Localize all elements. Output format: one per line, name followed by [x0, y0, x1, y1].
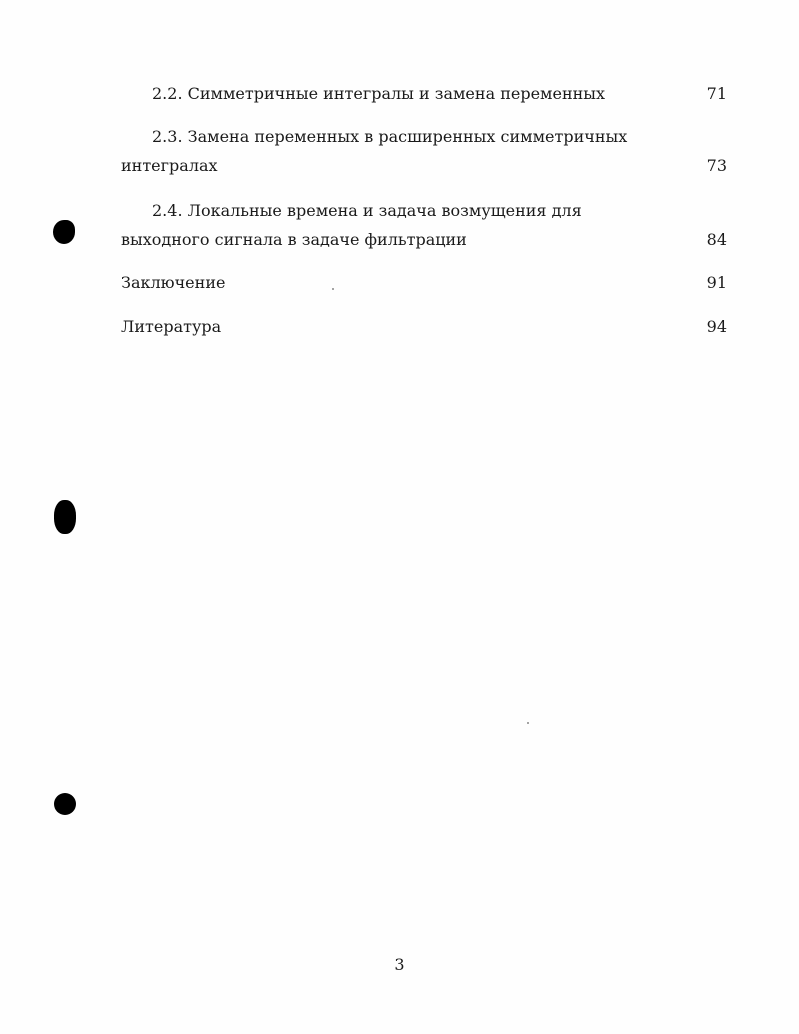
toc-entry-title: 2.4. Локальные времена и задача возмущения для выходного сигнала в задаче фильтрации — [121, 201, 582, 249]
toc-entry-page: 73 — [706, 156, 727, 175]
toc-entry-title: 2.2. Симметричные интегралы и замена переменных — [152, 84, 606, 103]
toc-entry — [121, 268, 727, 297]
toc-entry-page: 84 — [706, 230, 727, 249]
punch-hole-mark — [54, 793, 76, 815]
punch-hole-mark — [53, 220, 75, 244]
toc-entry-page: 91 — [706, 273, 727, 292]
toc-entry-page: 71 — [706, 84, 727, 103]
toc-entry-title: Литература — [121, 317, 222, 336]
toc-entry — [121, 312, 727, 341]
toc-entry-title: Заключение — [121, 273, 226, 292]
toc-entry — [121, 79, 727, 108]
toc-entry-title: 2.3. Замена переменных в расширенных симметричных интегралах — [121, 127, 628, 175]
scan-speck — [332, 288, 334, 290]
scan-speck — [527, 722, 529, 724]
punch-hole-mark — [54, 500, 76, 534]
page-number: 3 — [394, 955, 405, 974]
toc-entry — [121, 122, 727, 180]
toc-entry-page: 94 — [706, 317, 727, 336]
toc-entry — [121, 196, 727, 254]
